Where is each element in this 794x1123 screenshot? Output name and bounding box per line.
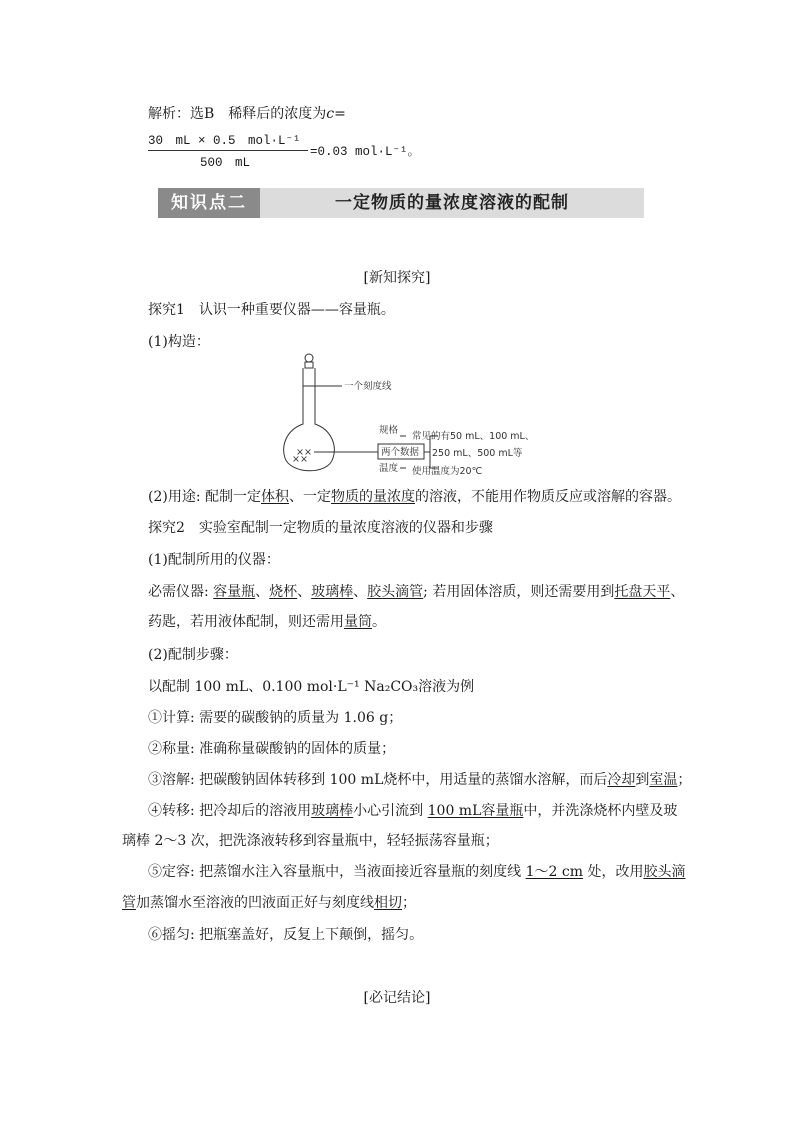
instruments-text-c: 、 — [670, 584, 685, 600]
flask-stopper — [305, 354, 313, 362]
volumetric-flask-diagram — [282, 352, 542, 480]
step-6: ⑥摇匀: 把瓶塞盖好，反复上下颠倒，摇匀。 — [148, 927, 424, 943]
section-banner — [158, 188, 644, 218]
step5-text-b: 处，改用 — [583, 864, 644, 880]
label-scale-line: 一个刻度线 — [344, 381, 392, 392]
label-spec-text-1: 常见的有50 mL、100 mL、 — [412, 431, 535, 442]
step4-text-b: 小心引流到 — [353, 803, 428, 819]
step-4 — [148, 801, 677, 821]
term-tangent: 相切 — [374, 895, 402, 911]
explore2-title: 探究2 实验室配制一定物质的量浓度溶液的仪器和步骤 — [148, 520, 493, 536]
term-100ml-flask: 100 mL容量瓶 — [427, 803, 524, 819]
explore1-title: 探究1 认识一种重要仪器——容量瓶。 — [148, 302, 395, 318]
step-5 — [148, 862, 685, 882]
section-new-heading: [新知探究] — [363, 270, 431, 286]
term-graduated-cylinder: 量筒 — [344, 614, 372, 630]
term-balance: 托盘天平 — [614, 584, 671, 600]
structure-label: (1)构造： — [148, 334, 210, 350]
steps-example: 以配制 100 mL、0.100 mol·L⁻¹ Na₂CO₃溶液为例 — [148, 679, 475, 695]
term-glass-rod: 玻璃棒 — [311, 584, 354, 600]
usage-line — [148, 487, 681, 507]
usage-text-b: 、一定 — [289, 489, 331, 505]
variable-c: c — [326, 106, 335, 122]
step-2: ②称量: 准确称量碳酸钠的固体的质量； — [148, 741, 396, 757]
term-dropper: 胶头滴管 — [367, 584, 424, 600]
label-temp-text: 使用温度为20℃ — [412, 466, 483, 477]
fraction-denominator: 500 mL — [200, 156, 251, 170]
term-beaker: 烧杯 — [269, 584, 298, 600]
label-spec: 规格 — [379, 425, 399, 436]
usage-text-a: (2)用途: 配制一定 — [148, 489, 261, 505]
step3-text-c: ； — [677, 772, 692, 788]
section-conclusion-heading: [必记结论] — [363, 990, 431, 1006]
fraction-result: =0.03 mol·L⁻¹。 — [310, 145, 421, 159]
term-dropper-2: 胶头滴 — [643, 864, 686, 880]
sep: 、 — [353, 584, 368, 600]
term-glass-rod-2: 玻璃棒 — [311, 803, 354, 819]
step-3 — [148, 770, 691, 790]
flask-stopper-plug — [305, 362, 313, 368]
fraction-numerator: 30 mL × 0.5 mol·L⁻¹ — [148, 134, 301, 148]
term-cool: 冷却 — [607, 772, 636, 788]
label-temp: 温度 — [379, 463, 399, 474]
analysis-line — [148, 104, 346, 124]
steps-label: (2)配制步骤： — [148, 647, 238, 663]
label-two-data: 两个数据 — [381, 447, 420, 458]
banner-tag: 知识点二 — [158, 188, 260, 218]
step-4-cont: 璃棒 2～3 次，把洗涤液转移到容量瓶中，轻轻振荡容量瓶； — [122, 833, 499, 849]
instruments-line-2 — [148, 612, 386, 632]
term-room-temp: 室温 — [649, 772, 678, 788]
step4-text-a: ④转移: 把冷却后的溶液用 — [148, 803, 312, 819]
sep: 、 — [255, 584, 270, 600]
usage-term-concentration: 物质的量浓度 — [331, 489, 415, 505]
fraction-bar — [148, 150, 308, 151]
step4-text-c: 中，并洗涤烧杯内壁及玻 — [523, 803, 678, 819]
instruments-text-a: 必需仪器: — [148, 584, 214, 600]
term-1-2cm: 1～2 cm — [525, 864, 584, 880]
flask-marks-2: ×× — [292, 454, 308, 465]
instruments-text-e: 。 — [372, 614, 386, 630]
equals-sign: = — [334, 106, 346, 122]
step3-text-a: ③溶解: 把碳酸钠固体转移到 100 mL烧杯中，用适量的蒸馏水溶解，而后 — [148, 772, 608, 788]
flask-marks: ×× — [296, 447, 312, 458]
analysis-prefix: 解析：选B 稀释后的浓度为 — [148, 106, 327, 122]
term-dropper-2-end: 管 — [122, 895, 136, 911]
banner-title: 一定物质的量浓度溶液的配制 — [335, 193, 569, 213]
instruments-line-1 — [148, 582, 684, 602]
step5-text-e: ； — [402, 895, 416, 911]
sep: 、 — [297, 584, 312, 600]
instruments-label: (1)配制所用的仪器： — [148, 552, 280, 568]
instruments-text-d: 药匙，若用液体配制，则还需用 — [148, 614, 344, 630]
usage-term-volume: 体积 — [261, 489, 289, 505]
step5-text-d: 加蒸馏水至溶液的凹液面正好与刻度线 — [136, 895, 374, 911]
step-1: ①计算: 需要的碳酸钠的质量为 1.06 g； — [148, 710, 403, 726]
step3-text-b: 到 — [635, 772, 650, 788]
instruments-text-b: ; 若用固体溶质，则还需要用到 — [423, 584, 615, 600]
term-volumetric-flask: 容量瓶 — [213, 584, 256, 600]
label-spec-text-2: 250 mL、500 mL等 — [432, 448, 523, 459]
step5-text-a: ⑤定容: 把蒸馏水注入容量瓶中，当液面接近容量瓶的刻度线 — [148, 864, 526, 880]
step-5-cont — [122, 893, 416, 913]
usage-text-c: 的溶液，不能用作物质反应或溶解的容器。 — [415, 489, 681, 505]
